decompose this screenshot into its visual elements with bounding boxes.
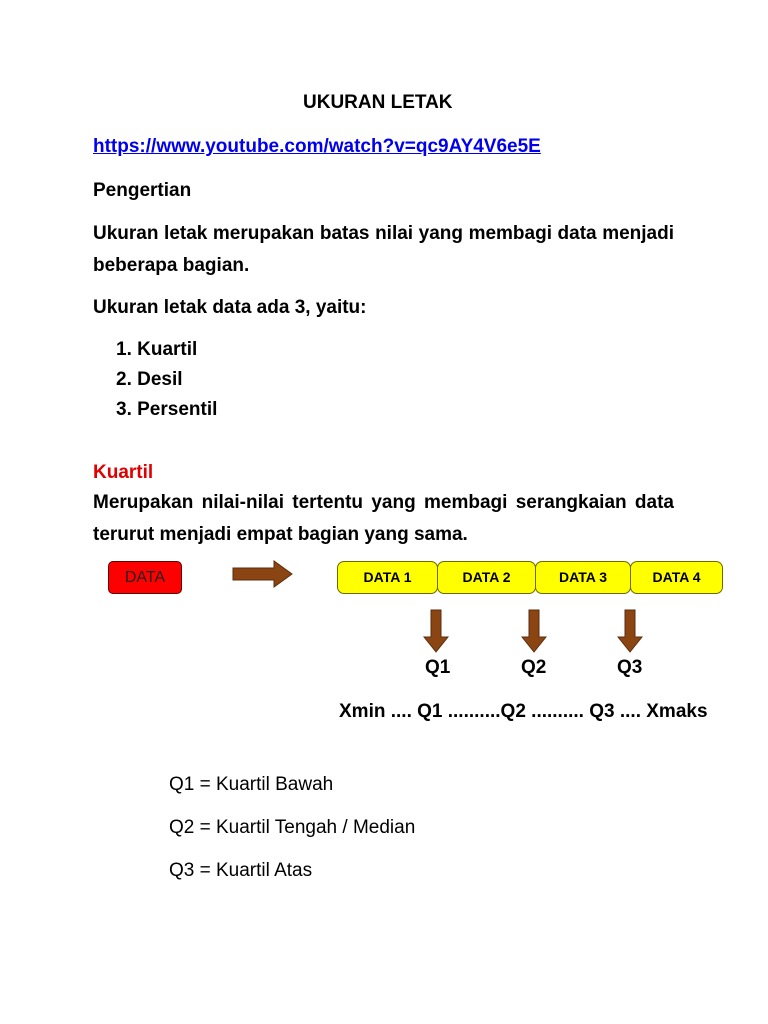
youtube-link[interactable]: https://www.youtube.com/watch?v=qc9AY4V6e5E [93, 136, 541, 157]
definition-paragraph: Ukuran letak merupakan batas nilai yang membagi data menjadi beberapa bagian. [93, 223, 674, 276]
data-part-box: DATA 4 [630, 561, 723, 594]
range-line: Xmin .... Q1 ..........Q2 .......... Q3 .... Xmaks [339, 701, 708, 722]
types-list [116, 335, 217, 425]
quartile-label: Q1 [425, 657, 451, 678]
kuartil-paragraph: Merupakan nilai-nilai tertentu yang membagi serangkaian data terurut menjadi empat bagian yang sama. [93, 492, 674, 545]
definition-q2: Q2 = Kuartil Tengah / Median [169, 817, 416, 838]
definition-q3: Q3 = Kuartil Atas [169, 860, 313, 881]
down-arrow-icon [521, 609, 547, 653]
list-item: 2. Desil [116, 369, 183, 390]
data-part-box: DATA 1 [337, 561, 438, 594]
right-arrow-icon [232, 560, 294, 588]
intro-paragraph: Ukuran letak data ada 3, yaitu: [93, 297, 367, 318]
data-box: DATA [108, 561, 182, 594]
down-arrow-icon [617, 609, 643, 653]
definition-q1: Q1 = Kuartil Bawah [169, 774, 334, 795]
list-item: 3. Persentil [116, 399, 218, 420]
data-part-box: DATA 3 [535, 561, 631, 594]
pengertian-heading: Pengertian [93, 180, 192, 201]
quartile-label: Q3 [617, 657, 643, 678]
kuartil-heading: Kuartil [93, 462, 154, 483]
list-item: 1. Kuartil [116, 339, 198, 360]
quartile-label: Q2 [521, 657, 547, 678]
down-arrow-icon [423, 609, 449, 653]
data-part-box: DATA 2 [437, 561, 536, 594]
